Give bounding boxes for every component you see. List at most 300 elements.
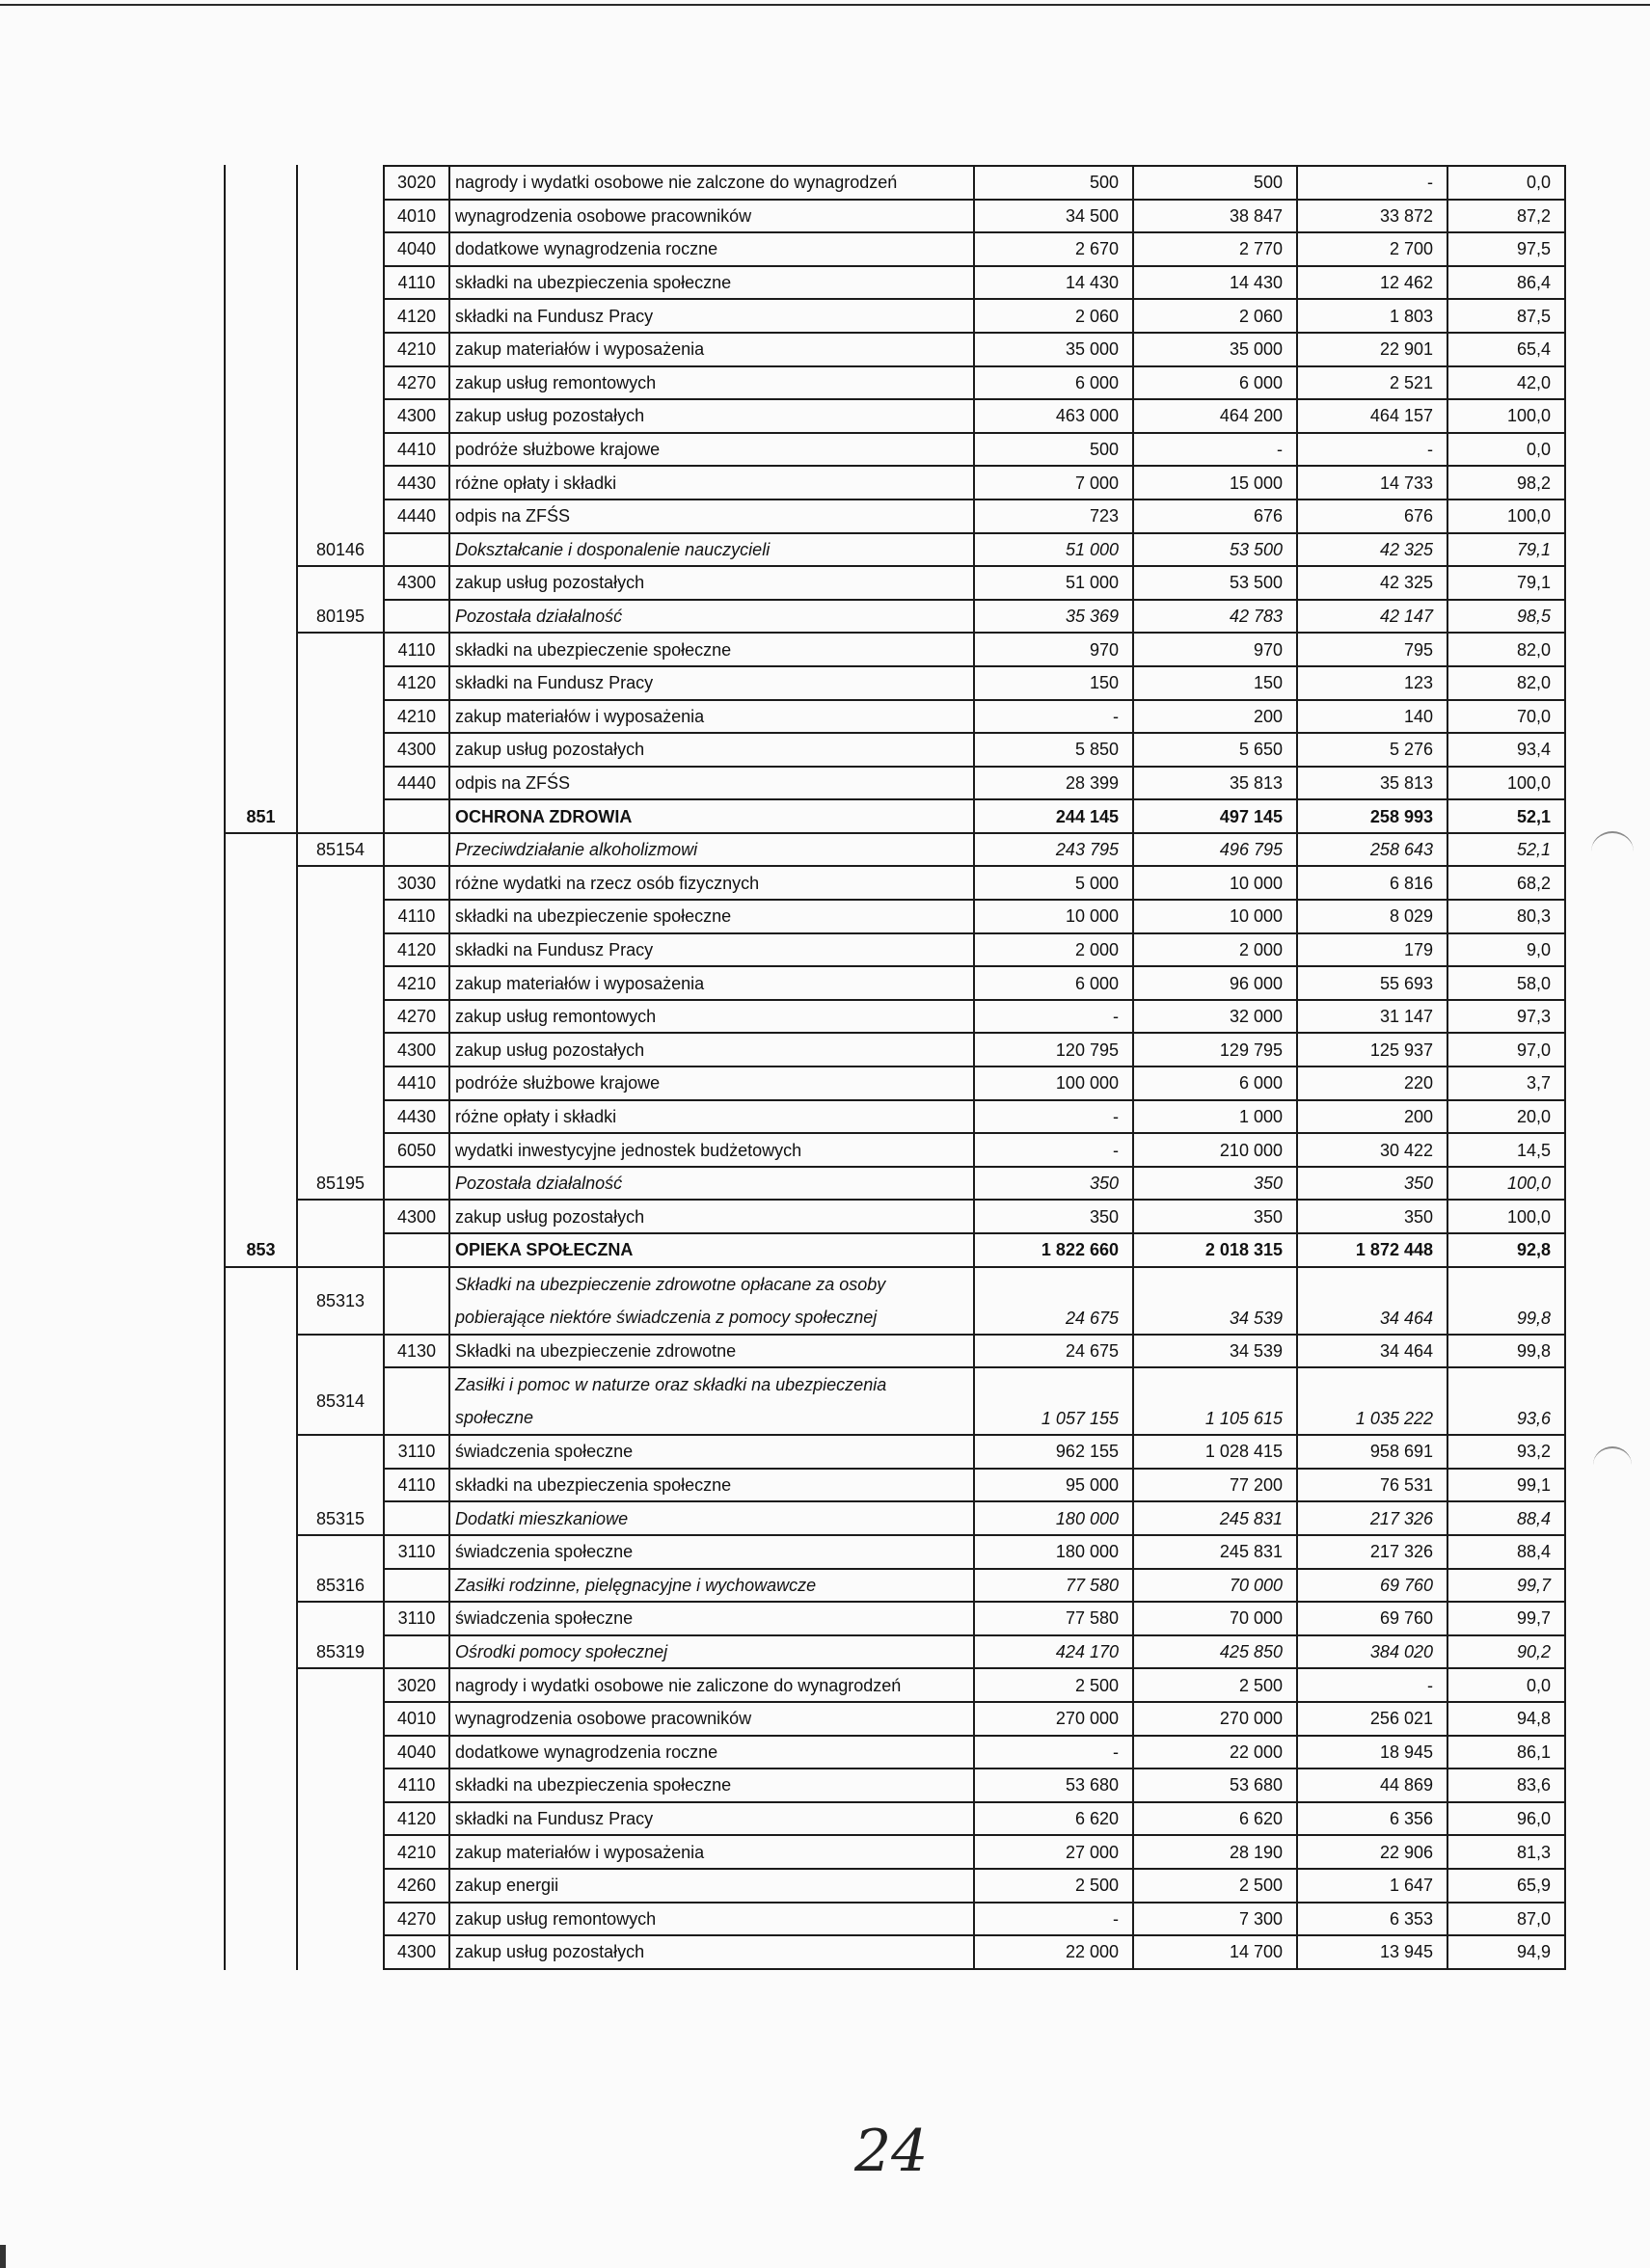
plan-after-changes-cell: 200 bbox=[1133, 700, 1297, 734]
plan-after-changes-cell: 270 000 bbox=[1133, 1702, 1297, 1736]
paragraf-code-cell: 4300 bbox=[384, 1935, 449, 1969]
dzial-code-cell bbox=[225, 1869, 297, 1903]
percent-cell: 100,0 bbox=[1447, 399, 1565, 433]
plan-cell: 270 000 bbox=[974, 1702, 1133, 1736]
paragraf-code-cell: 4040 bbox=[384, 1736, 449, 1769]
rozdzial-code-cell: 85314 bbox=[297, 1367, 384, 1435]
item-name-cell: różne wydatki na rzecz osób fizycznych bbox=[449, 866, 974, 900]
table-row bbox=[225, 366, 1565, 400]
execution-cell: 350 bbox=[1297, 1200, 1447, 1233]
plan-after-changes-cell: 970 bbox=[1133, 633, 1297, 666]
item-name-cell: dodatkowe wynagrodzenia roczne bbox=[449, 1736, 974, 1769]
percent-cell: 87,0 bbox=[1447, 1903, 1565, 1936]
dzial-code-cell bbox=[225, 933, 297, 967]
table-row bbox=[225, 166, 1565, 200]
chapter-row bbox=[225, 1267, 1565, 1335]
plan-after-changes-cell: 14 430 bbox=[1133, 266, 1297, 300]
dzial-code-cell bbox=[225, 733, 297, 767]
execution-cell: 179 bbox=[1297, 933, 1447, 967]
plan-cell: 2 670 bbox=[974, 232, 1133, 266]
percent-cell: 83,6 bbox=[1447, 1768, 1565, 1802]
rozdzial-code-cell bbox=[297, 232, 384, 266]
rozdzial-code-cell bbox=[297, 1935, 384, 1969]
plan-cell: 95 000 bbox=[974, 1469, 1133, 1502]
dzial-code-cell bbox=[225, 166, 297, 200]
table-row bbox=[225, 1100, 1565, 1134]
rozdzial-code-cell: 85154 bbox=[297, 833, 384, 867]
percent-cell: 9,0 bbox=[1447, 933, 1565, 967]
execution-cell: 1 872 448 bbox=[1297, 1233, 1447, 1267]
item-name-cell: zakup usług pozostałych bbox=[449, 733, 974, 767]
paragraf-code-cell: 4110 bbox=[384, 633, 449, 666]
paragraf-code-cell: 3020 bbox=[384, 1668, 449, 1702]
dzial-code-cell bbox=[225, 1668, 297, 1702]
dzial-code-cell bbox=[225, 666, 297, 700]
plan-after-changes-cell: 34 539 bbox=[1133, 1335, 1297, 1368]
dzial-code-cell bbox=[225, 1736, 297, 1769]
percent-cell: 99,8 bbox=[1447, 1267, 1565, 1335]
item-name-cell: różne opłaty i składki bbox=[449, 466, 974, 500]
table-row bbox=[225, 266, 1565, 300]
table-row bbox=[225, 1768, 1565, 1802]
dzial-code-cell bbox=[225, 466, 297, 500]
rozdzial-code-cell bbox=[297, 1535, 384, 1569]
table-body bbox=[225, 166, 1565, 1969]
dzial-code-cell bbox=[225, 1335, 297, 1368]
dzial-code-cell bbox=[225, 366, 297, 400]
percent-cell: 82,0 bbox=[1447, 666, 1565, 700]
plan-cell: 180 000 bbox=[974, 1501, 1133, 1535]
plan-cell: 6 000 bbox=[974, 966, 1133, 1000]
plan-cell: 5 850 bbox=[974, 733, 1133, 767]
execution-cell: 5 276 bbox=[1297, 733, 1447, 767]
dzial-code-cell bbox=[225, 1768, 297, 1802]
chapter-row bbox=[225, 833, 1565, 867]
rozdzial-code-cell bbox=[297, 1903, 384, 1936]
plan-cell: 24 675 bbox=[974, 1267, 1133, 1335]
plan-cell: 28 399 bbox=[974, 767, 1133, 800]
dzial-code-cell bbox=[225, 833, 297, 867]
item-name-cell: świadczenia społeczne bbox=[449, 1535, 974, 1569]
item-name-cell: wynagrodzenia osobowe pracowników bbox=[449, 1702, 974, 1736]
scan-top-edge bbox=[0, 4, 1650, 6]
percent-cell: 100,0 bbox=[1447, 767, 1565, 800]
percent-cell: 0,0 bbox=[1447, 1668, 1565, 1702]
table-row bbox=[225, 1602, 1565, 1635]
rozdzial-code-cell bbox=[297, 1335, 384, 1368]
paragraf-code-cell: 4430 bbox=[384, 1100, 449, 1134]
table-row bbox=[225, 700, 1565, 734]
item-name-cell: zakup energii bbox=[449, 1869, 974, 1903]
item-name-cell: Przeciwdziałanie alkoholizmowi bbox=[449, 833, 974, 867]
percent-cell: 97,3 bbox=[1447, 1000, 1565, 1034]
item-name-cell: OCHRONA ZDROWIA bbox=[449, 799, 974, 833]
dzial-code-cell bbox=[225, 1267, 297, 1335]
table-row bbox=[225, 1903, 1565, 1936]
plan-cell: 120 795 bbox=[974, 1033, 1133, 1066]
paragraf-code-cell: 4300 bbox=[384, 399, 449, 433]
plan-after-changes-cell: 38 847 bbox=[1133, 200, 1297, 233]
rozdzial-code-cell bbox=[297, 366, 384, 400]
execution-cell: 1 647 bbox=[1297, 1869, 1447, 1903]
plan-cell: 970 bbox=[974, 633, 1133, 666]
table-row bbox=[225, 433, 1565, 467]
percent-cell: 42,0 bbox=[1447, 366, 1565, 400]
item-name-cell: składki na Fundusz Pracy bbox=[449, 299, 974, 333]
execution-cell: 6 816 bbox=[1297, 866, 1447, 900]
percent-cell: 82,0 bbox=[1447, 633, 1565, 666]
execution-cell: 1 035 222 bbox=[1297, 1367, 1447, 1435]
dzial-code-cell bbox=[225, 299, 297, 333]
paragraf-code-cell: 3110 bbox=[384, 1435, 449, 1469]
plan-cell: 2 060 bbox=[974, 299, 1133, 333]
table-row bbox=[225, 1668, 1565, 1702]
execution-cell: 22 906 bbox=[1297, 1835, 1447, 1869]
execution-cell: 217 326 bbox=[1297, 1501, 1447, 1535]
percent-cell: 52,1 bbox=[1447, 799, 1565, 833]
plan-cell: 35 000 bbox=[974, 333, 1133, 366]
dzial-code-cell bbox=[225, 1903, 297, 1936]
rozdzial-code-cell bbox=[297, 1736, 384, 1769]
dzial-code-cell bbox=[225, 1602, 297, 1635]
table-row bbox=[225, 200, 1565, 233]
plan-cell: 7 000 bbox=[974, 466, 1133, 500]
execution-cell: 6 353 bbox=[1297, 1903, 1447, 1936]
dzial-code-cell bbox=[225, 600, 297, 634]
percent-cell: 70,0 bbox=[1447, 700, 1565, 734]
paragraf-code-cell: 4410 bbox=[384, 433, 449, 467]
table-row bbox=[225, 1736, 1565, 1769]
item-name-cell: zakup usług remontowych bbox=[449, 1903, 974, 1936]
paragraf-code-cell: 4120 bbox=[384, 299, 449, 333]
paragraf-code-cell: 4210 bbox=[384, 1835, 449, 1869]
paragraf-code-cell bbox=[384, 533, 449, 567]
item-name-cell: składki na Fundusz Pracy bbox=[449, 1802, 974, 1836]
plan-cell: - bbox=[974, 1100, 1133, 1134]
execution-cell: 35 813 bbox=[1297, 767, 1447, 800]
item-name-cell: zakup usług remontowych bbox=[449, 1000, 974, 1034]
plan-cell: 5 000 bbox=[974, 866, 1133, 900]
plan-after-changes-cell: 6 000 bbox=[1133, 366, 1297, 400]
percent-cell: 93,2 bbox=[1447, 1435, 1565, 1469]
paragraf-code-cell: 4120 bbox=[384, 666, 449, 700]
plan-cell: 150 bbox=[974, 666, 1133, 700]
chapter-row bbox=[225, 533, 1565, 567]
rozdzial-code-cell bbox=[297, 1668, 384, 1702]
paragraf-code-cell: 4110 bbox=[384, 1768, 449, 1802]
page-number: 24 bbox=[854, 2118, 929, 2185]
plan-after-changes-cell: 14 700 bbox=[1133, 1935, 1297, 1969]
execution-cell: 350 bbox=[1297, 1167, 1447, 1201]
plan-after-changes-cell: - bbox=[1133, 433, 1297, 467]
item-name-cell: zakup materiałów i wyposażenia bbox=[449, 333, 974, 366]
plan-after-changes-cell: 210 000 bbox=[1133, 1133, 1297, 1167]
rozdzial-code-cell bbox=[297, 933, 384, 967]
execution-cell: 30 422 bbox=[1297, 1133, 1447, 1167]
rozdzial-code-cell bbox=[297, 1835, 384, 1869]
plan-cell: 34 500 bbox=[974, 200, 1133, 233]
item-name-cell: podróże służbowe krajowe bbox=[449, 1066, 974, 1100]
rozdzial-code-cell bbox=[297, 299, 384, 333]
plan-cell: - bbox=[974, 1903, 1133, 1936]
dzial-code-cell bbox=[225, 1435, 297, 1469]
section-row bbox=[225, 799, 1565, 833]
plan-after-changes-cell: 150 bbox=[1133, 666, 1297, 700]
dzial-code-cell bbox=[225, 1200, 297, 1233]
table-row bbox=[225, 1935, 1565, 1969]
plan-cell: - bbox=[974, 700, 1133, 734]
table-row bbox=[225, 1435, 1565, 1469]
plan-cell: 244 145 bbox=[974, 799, 1133, 833]
paragraf-code-cell: 4300 bbox=[384, 1200, 449, 1233]
plan-cell: 100 000 bbox=[974, 1066, 1133, 1100]
plan-after-changes-cell: 42 783 bbox=[1133, 600, 1297, 634]
item-name-cell: nagrody i wydatki osobowe nie zalczone do wynagrodzeń bbox=[449, 166, 974, 200]
paragraf-code-cell bbox=[384, 799, 449, 833]
plan-after-changes-cell: 496 795 bbox=[1133, 833, 1297, 867]
percent-cell: 0,0 bbox=[1447, 433, 1565, 467]
paragraf-code-cell: 4010 bbox=[384, 1702, 449, 1736]
percent-cell: 88,4 bbox=[1447, 1501, 1565, 1535]
percent-cell: 86,4 bbox=[1447, 266, 1565, 300]
plan-after-changes-cell: 129 795 bbox=[1133, 1033, 1297, 1066]
rozdzial-code-cell bbox=[297, 633, 384, 666]
plan-after-changes-cell: 2 500 bbox=[1133, 1869, 1297, 1903]
rozdzial-code-cell bbox=[297, 900, 384, 933]
rozdzial-code-cell: 80146 bbox=[297, 533, 384, 567]
item-name-cell: Ośrodki pomocy społecznej bbox=[449, 1635, 974, 1669]
plan-cell: 51 000 bbox=[974, 566, 1133, 600]
plan-cell: 350 bbox=[974, 1200, 1133, 1233]
rozdzial-code-cell bbox=[297, 433, 384, 467]
percent-cell: 93,6 bbox=[1447, 1367, 1565, 1435]
plan-cell: 24 675 bbox=[974, 1335, 1133, 1368]
table-row bbox=[225, 1000, 1565, 1034]
item-name-cell: Składki na ubezpieczenie zdrowotne opłacane za osoby pobierające niektóre świadczenia z pomocy społecznej bbox=[449, 1267, 974, 1335]
dzial-code-cell bbox=[225, 1802, 297, 1836]
dzial-code-cell bbox=[225, 333, 297, 366]
paragraf-code-cell bbox=[384, 1167, 449, 1201]
item-name-cell: składki na Fundusz Pracy bbox=[449, 666, 974, 700]
dzial-code-cell bbox=[225, 1569, 297, 1603]
paragraf-code-cell: 4300 bbox=[384, 733, 449, 767]
dzial-code-cell bbox=[225, 866, 297, 900]
plan-cell: 22 000 bbox=[974, 1935, 1133, 1969]
item-name-cell: składki na ubezpieczenie społeczne bbox=[449, 633, 974, 666]
plan-after-changes-cell: 2 018 315 bbox=[1133, 1233, 1297, 1267]
rozdzial-code-cell bbox=[297, 200, 384, 233]
dzial-code-cell: 851 bbox=[225, 799, 297, 833]
item-name-cell: składki na ubezpieczenie społeczne bbox=[449, 900, 974, 933]
item-name-cell: zakup usług pozostałych bbox=[449, 566, 974, 600]
rozdzial-code-cell bbox=[297, 767, 384, 800]
dzial-code-cell bbox=[225, 566, 297, 600]
dzial-code-cell bbox=[225, 1935, 297, 1969]
item-name-cell: składki na Fundusz Pracy bbox=[449, 933, 974, 967]
dzial-code-cell: 853 bbox=[225, 1233, 297, 1267]
execution-cell: - bbox=[1297, 1668, 1447, 1702]
table-row bbox=[225, 1133, 1565, 1167]
percent-cell: 98,2 bbox=[1447, 466, 1565, 500]
paragraf-code-cell: 4110 bbox=[384, 266, 449, 300]
paragraf-code-cell bbox=[384, 1569, 449, 1603]
execution-cell: 464 157 bbox=[1297, 399, 1447, 433]
paragraf-code-cell: 3110 bbox=[384, 1535, 449, 1569]
paragraf-code-cell: 4270 bbox=[384, 1903, 449, 1936]
rozdzial-code-cell bbox=[297, 166, 384, 200]
paragraf-code-cell: 4120 bbox=[384, 1802, 449, 1836]
plan-after-changes-cell: 10 000 bbox=[1133, 900, 1297, 933]
percent-cell: 99,1 bbox=[1447, 1469, 1565, 1502]
paragraf-code-cell: 4040 bbox=[384, 232, 449, 266]
execution-cell: 42 325 bbox=[1297, 566, 1447, 600]
plan-cell: 2 000 bbox=[974, 933, 1133, 967]
plan-after-changes-cell: 6 620 bbox=[1133, 1802, 1297, 1836]
table-row bbox=[225, 966, 1565, 1000]
execution-cell: 69 760 bbox=[1297, 1569, 1447, 1603]
item-name-cell: odpis na ZFŚS bbox=[449, 767, 974, 800]
table-row bbox=[225, 399, 1565, 433]
plan-after-changes-cell: 350 bbox=[1133, 1200, 1297, 1233]
execution-cell: 958 691 bbox=[1297, 1435, 1447, 1469]
item-name-cell: składki na ubezpieczenia społeczne bbox=[449, 266, 974, 300]
plan-after-changes-cell: 497 145 bbox=[1133, 799, 1297, 833]
rozdzial-code-cell: 85313 bbox=[297, 1267, 384, 1335]
percent-cell: 97,0 bbox=[1447, 1033, 1565, 1066]
plan-after-changes-cell: 2 060 bbox=[1133, 299, 1297, 333]
execution-cell: 256 021 bbox=[1297, 1702, 1447, 1736]
table-row bbox=[225, 500, 1565, 533]
dzial-code-cell bbox=[225, 1501, 297, 1535]
plan-cell: - bbox=[974, 1133, 1133, 1167]
item-name-cell: zakup usług pozostałych bbox=[449, 1200, 974, 1233]
paragraf-code-cell: 4210 bbox=[384, 333, 449, 366]
item-name-cell: zakup usług remontowych bbox=[449, 366, 974, 400]
paragraf-code-cell: 3030 bbox=[384, 866, 449, 900]
plan-after-changes-cell: 70 000 bbox=[1133, 1602, 1297, 1635]
table-row bbox=[225, 1869, 1565, 1903]
rozdzial-code-cell bbox=[297, 1435, 384, 1469]
percent-cell: 87,5 bbox=[1447, 299, 1565, 333]
rozdzial-code-cell bbox=[297, 500, 384, 533]
dzial-code-cell bbox=[225, 1100, 297, 1134]
paragraf-code-cell: 4110 bbox=[384, 1469, 449, 1502]
item-name-cell: nagrody i wydatki osobowe nie zaliczone do wynagrodzeń bbox=[449, 1668, 974, 1702]
plan-after-changes-cell: 53 680 bbox=[1133, 1768, 1297, 1802]
rozdzial-code-cell bbox=[297, 666, 384, 700]
rozdzial-code-cell bbox=[297, 1602, 384, 1635]
item-name-cell: Pozostała działalność bbox=[449, 1167, 974, 1201]
percent-cell: 14,5 bbox=[1447, 1133, 1565, 1167]
plan-cell: 723 bbox=[974, 500, 1133, 533]
percent-cell: 20,0 bbox=[1447, 1100, 1565, 1134]
paragraf-code-cell bbox=[384, 1635, 449, 1669]
table-row bbox=[225, 666, 1565, 700]
execution-cell: 125 937 bbox=[1297, 1033, 1447, 1066]
plan-after-changes-cell: 35 000 bbox=[1133, 333, 1297, 366]
execution-cell: 55 693 bbox=[1297, 966, 1447, 1000]
paragraf-code-cell: 4210 bbox=[384, 966, 449, 1000]
rozdzial-code-cell: 85316 bbox=[297, 1569, 384, 1603]
dzial-code-cell bbox=[225, 500, 297, 533]
plan-after-changes-cell: 53 500 bbox=[1133, 566, 1297, 600]
rozdzial-code-cell bbox=[297, 1100, 384, 1134]
percent-cell: 87,2 bbox=[1447, 200, 1565, 233]
rozdzial-code-cell: 80195 bbox=[297, 600, 384, 634]
percent-cell: 100,0 bbox=[1447, 500, 1565, 533]
item-name-cell: zakup usług pozostałych bbox=[449, 1033, 974, 1066]
plan-cell: 424 170 bbox=[974, 1635, 1133, 1669]
plan-cell: 27 000 bbox=[974, 1835, 1133, 1869]
table-row bbox=[225, 900, 1565, 933]
execution-cell: - bbox=[1297, 166, 1447, 200]
percent-cell: 96,0 bbox=[1447, 1802, 1565, 1836]
execution-cell: 795 bbox=[1297, 633, 1447, 666]
plan-after-changes-cell: 425 850 bbox=[1133, 1635, 1297, 1669]
item-name-cell: zakup materiałów i wyposażenia bbox=[449, 966, 974, 1000]
table-row bbox=[225, 1835, 1565, 1869]
item-name-cell: składki na ubezpieczenia społeczne bbox=[449, 1469, 974, 1502]
execution-cell: 258 993 bbox=[1297, 799, 1447, 833]
execution-cell: 123 bbox=[1297, 666, 1447, 700]
rozdzial-code-cell bbox=[297, 700, 384, 734]
table-row bbox=[225, 866, 1565, 900]
percent-cell: 58,0 bbox=[1447, 966, 1565, 1000]
margin-scratch-mark bbox=[1593, 1446, 1632, 1483]
percent-cell: 99,7 bbox=[1447, 1602, 1565, 1635]
plan-after-changes-cell: 464 200 bbox=[1133, 399, 1297, 433]
dzial-code-cell bbox=[225, 767, 297, 800]
plan-after-changes-cell: 1 028 415 bbox=[1133, 1435, 1297, 1469]
execution-cell: 2 700 bbox=[1297, 232, 1447, 266]
execution-cell: 18 945 bbox=[1297, 1736, 1447, 1769]
execution-cell: 14 733 bbox=[1297, 466, 1447, 500]
rozdzial-code-cell bbox=[297, 1702, 384, 1736]
execution-cell: 42 325 bbox=[1297, 533, 1447, 567]
plan-after-changes-cell: 5 650 bbox=[1133, 733, 1297, 767]
plan-cell: 35 369 bbox=[974, 600, 1133, 634]
rozdzial-code-cell bbox=[297, 866, 384, 900]
plan-after-changes-cell: 2 770 bbox=[1133, 232, 1297, 266]
plan-after-changes-cell: 28 190 bbox=[1133, 1835, 1297, 1869]
paragraf-code-cell: 4430 bbox=[384, 466, 449, 500]
rozdzial-code-cell bbox=[297, 1233, 384, 1267]
item-name-cell: podróże służbowe krajowe bbox=[449, 433, 974, 467]
item-name-cell: składki na ubezpieczenia społeczne bbox=[449, 1768, 974, 1802]
execution-cell: 1 803 bbox=[1297, 299, 1447, 333]
paragraf-code-cell: 4120 bbox=[384, 933, 449, 967]
percent-cell: 88,4 bbox=[1447, 1535, 1565, 1569]
plan-after-changes-cell: 96 000 bbox=[1133, 966, 1297, 1000]
dzial-code-cell bbox=[225, 1367, 297, 1435]
table-row bbox=[225, 1535, 1565, 1569]
paragraf-code-cell: 3020 bbox=[384, 166, 449, 200]
item-name-cell: wynagrodzenia osobowe pracowników bbox=[449, 200, 974, 233]
table-row bbox=[225, 299, 1565, 333]
paragraf-code-cell: 4270 bbox=[384, 366, 449, 400]
plan-cell: 2 500 bbox=[974, 1668, 1133, 1702]
percent-cell: 65,9 bbox=[1447, 1869, 1565, 1903]
table-row bbox=[225, 767, 1565, 800]
plan-after-changes-cell: 500 bbox=[1133, 166, 1297, 200]
rozdzial-code-cell bbox=[297, 733, 384, 767]
percent-cell: 79,1 bbox=[1447, 566, 1565, 600]
rozdzial-code-cell bbox=[297, 566, 384, 600]
paragraf-code-cell bbox=[384, 1501, 449, 1535]
paragraf-code-cell: 4010 bbox=[384, 200, 449, 233]
plan-after-changes-cell: 6 000 bbox=[1133, 1066, 1297, 1100]
table-row bbox=[225, 733, 1565, 767]
